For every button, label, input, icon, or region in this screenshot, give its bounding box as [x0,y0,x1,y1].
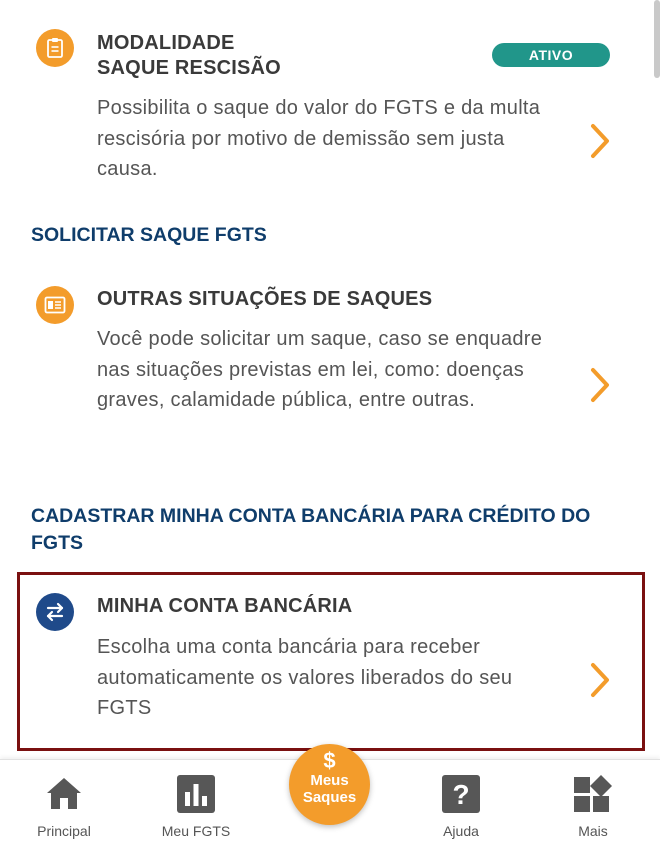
nav-label-principal: Principal [37,823,91,839]
nav-label-ajuda: Ajuda [443,823,479,839]
card-description: Escolha uma conta bancária para receber automaticamente os valores liberados do seu FGTS [97,636,513,719]
card-title: OUTRAS SITUAÇÕES DE SAQUES [97,288,433,310]
bar-chart-icon [176,774,216,814]
card-description: Você pode solicitar um saque, caso se enquadre nas situações previstas em lei, como: doenças graves, calamidade pública, entre outras. [97,328,543,411]
meus-saques-button[interactable] [289,744,370,825]
nav-label-meu-fgts: Meu FGTS [161,823,231,839]
card-saque-rescisao[interactable] [0,0,660,190]
section-title-cadastrar: CADASTRAR MINHA CONTA BANCÁRIA PARA CRÉDITO DO FGTS [31,505,591,554]
dollar-icon: $ [323,748,336,773]
clipboard-icon [36,29,74,67]
section-title-solicitar: SOLICITAR SAQUE FGTS [31,224,267,246]
fab-label-line1: Meus [310,772,349,789]
chevron-right-icon[interactable] [588,366,612,404]
card-description: Possibilita o saque do valor do FGTS e da multa rescisória por motivo de demissão sem justa causa. [97,97,541,180]
document-icon [36,286,74,324]
card-title: MINHA CONTA BANCÁRIA [97,595,353,617]
chevron-right-icon[interactable] [588,661,612,699]
nav-item-meu-fgts[interactable] [141,760,251,851]
nav-item-ajuda[interactable] [406,760,516,851]
chevron-right-icon[interactable] [588,122,612,160]
svg-text:?: ? [452,779,470,810]
home-icon [44,774,84,814]
nav-item-principal[interactable] [9,760,119,851]
nav-label-mais: Mais [578,823,608,839]
more-grid-icon [573,774,613,814]
fab-label-line2: Saques [302,789,357,806]
card-title: MODALIDADE SAQUE RESCISÃO [97,32,281,79]
transfer-icon [36,593,74,631]
help-icon [441,774,481,814]
status-badge: ATIVO [492,43,610,67]
nav-item-mais[interactable] [538,760,648,851]
